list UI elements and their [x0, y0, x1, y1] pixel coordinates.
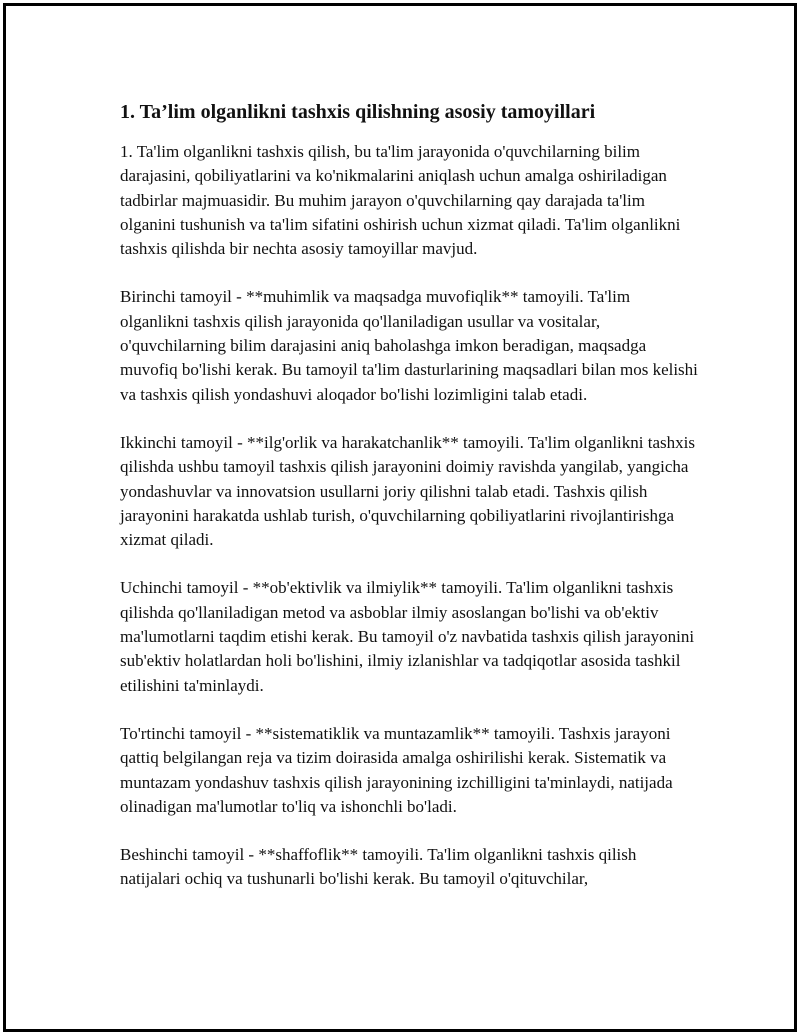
- document-title: 1. Ta’lim olganlikni tashxis qilishning asosiy tamoyillari: [120, 101, 596, 123]
- page-frame: [3, 3, 797, 1032]
- paragraph-principle-2: Ikkinchi tamoyil - **ilg'orlik va harakatchanlik** tamoyili. Ta'lim olganlikni tashxis qilishda ushbu tamoyil tashxis qilish jarayonini doimiy ravishda yangilab, yangicha yondashuvlar va innovatsion usullarni joriy qilishni talab etadi. Tashxis qilish jarayonini harakatda ushlab turish, o'quvchilarning qobiliyatlarini rivojlantirishga xizmat qiladi.: [120, 432, 695, 550]
- document-body: [120, 98, 700, 916]
- paragraph-principle-3: Uchinchi tamoyil - **ob'ektivlik va ilmiylik** tamoyili. Ta'lim olganlikni tashxis qilishda qo'llaniladigan metod va asboblar ilmiy asoslangan bo'lishi va ob'ektiv ma'lumotlarni taqdim etishi kerak. Bu tamoyil o'z navbatida tashxis qilish jarayonini sub'ektiv holatlardan holi bo'lishini, ilmiy izlanishlar va tadqiqotlar asosida tashkil etilishini ta'minlaydi.: [120, 578, 695, 695]
- paragraph-principle-4: To'rtinchi tamoyil - **sistematiklik va muntazamlik** tamoyili. Tashxis jarayoni qattiq belgilangan reja va tizim doirasida amalga oshirilishi kerak. Sistematik va muntazam yondashuv tashxis qilish jarayonining izchilligini ta'minlaydi, natijada olinadigan ma'lumotlar to'liq va ishonchli bo'ladi.: [120, 723, 673, 816]
- paragraph-principle-1: Birinchi tamoyil - **muhimlik va maqsadga muvofiqlik** tamoyili. Ta'lim olganlikni tashxis qilish jarayonida qo'llaniladigan usullar va vositalar, o'quvchilarning bilim darajasini aniq baholashga imkon beradigan, maqsadga muvofiq bo'lishi kerak. Bu tamoyil ta'lim dasturlarining maqsadlari bilan mos kelishi va tashxis qilish yondashuvi aloqador bo'lishi lozimligini talab etadi.: [120, 287, 698, 404]
- paragraph-principle-5: Beshinchi tamoyil - **shaffoflik** tamoyili. Ta'lim olganlikni tashxis qilish natijalari ochiq va tushunarli bo'lishi kerak. Bu tamoyil o'qituvchilar,: [120, 845, 637, 889]
- paragraph-intro: 1. Ta'lim olganlikni tashxis qilish, bu ta'lim jarayonida o'quvchilarning bilim darajasini, qobiliyatlarini va ko'nikmalarini aniqlash uchun amalga oshiriladigan tadbirlar majmuasidir. Bu muhim jarayon o'quvchilarning qay darajada ta'lim olganini tushunish va ta'lim sifatini oshirish uchun xizmat qiladi. Ta'lim olganlikni tashxis qilishda bir nechta asosiy tamoyillar mavjud.: [120, 142, 681, 259]
